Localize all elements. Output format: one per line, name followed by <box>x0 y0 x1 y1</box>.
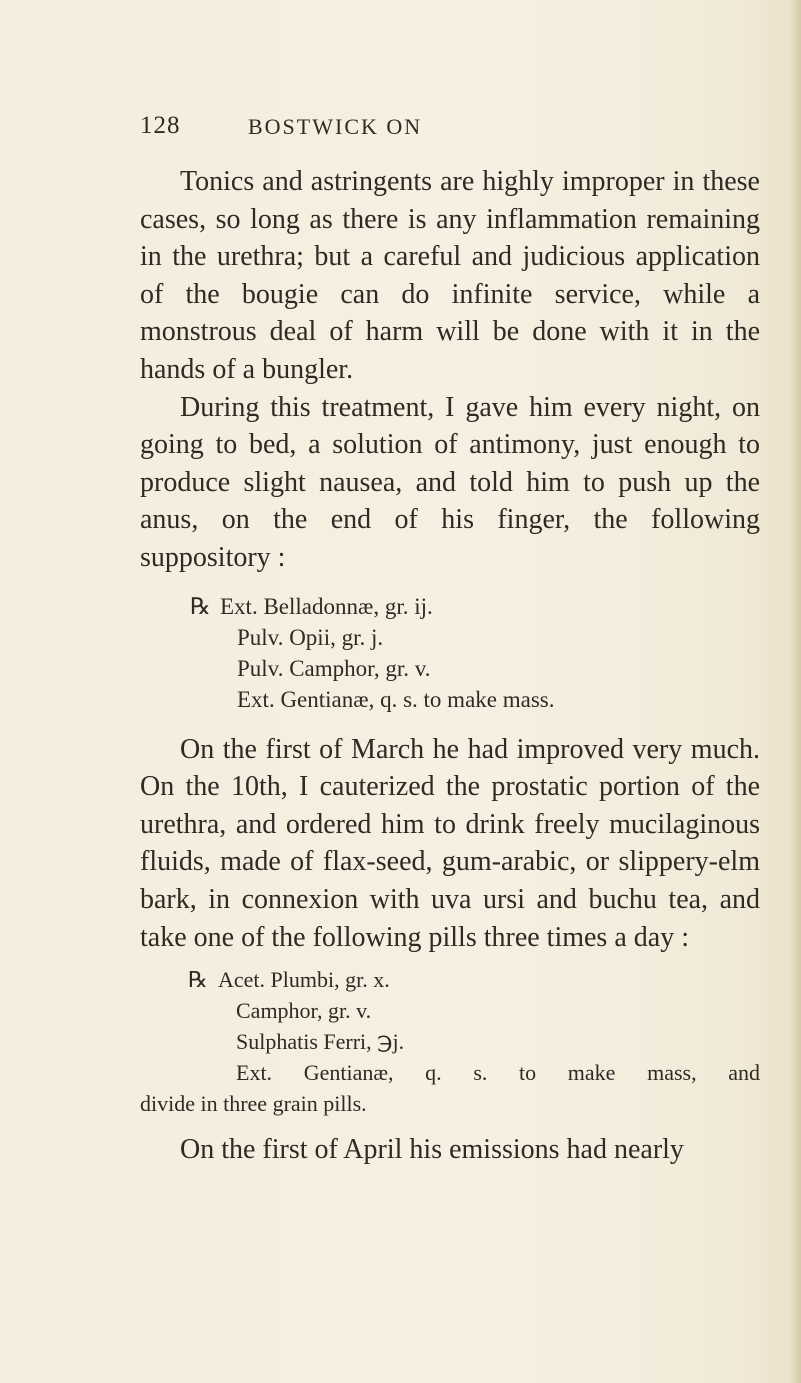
page-header <box>0 112 801 148</box>
recipe-continuation: divide in three grain pills. <box>140 1091 367 1117</box>
recipe-suppository <box>140 591 760 715</box>
paragraph-1: Tonics and astringents are highly improper in these cases, so long as there is any inflammation remaining in the urethra; but a careful and judicious application of the bougie can do infinite service, while a monstrous deal of harm will be done with it in the hands of a bungler. <box>140 166 760 385</box>
recipe-line: ℞ Ext. Belladonnæ, gr. ij. <box>140 591 760 622</box>
paragraph-4: On the first of April his emissions had nearly <box>180 1134 684 1166</box>
recipe-line: Pulv. Opii, gr. j. <box>237 624 384 650</box>
recipe-line: Pulv. Camphor, gr. v. <box>237 655 431 681</box>
page-edge <box>787 0 801 1383</box>
recipe-line: Ext. Gentianæ, q. s. to make mass, and <box>236 1060 760 1086</box>
recipe-line: ℞ Acet. Plumbi, gr. x. <box>140 964 760 995</box>
paragraph-3: On the first of March he had improved very much. On the 10th, I cauterized the prostatic portion of the urethra, and ordered him to drink freely mucilaginous fluids, made of flax-seed, gum-arabic, or slippery-elm bark, in connexion with uva ursi and buchu tea, and take one of the following pills three times a day : <box>140 733 760 953</box>
page-body <box>140 163 760 1169</box>
recipe-pills <box>140 964 760 1119</box>
running-head: BOSTWICK ON <box>248 114 423 139</box>
page-number: 128 <box>140 112 181 139</box>
paragraph-2: During this treatment, I gave him every night, on going to bed, a solution of antimony, just enough to produce slight nausea, and told him to push up the anus, on the end of his finger, the following suppository : <box>140 391 760 573</box>
recipe-line: Ext. Gentianæ, q. s. to make mass. <box>237 686 555 712</box>
recipe-line: Sulphatis Ferri, ℈j. <box>236 1029 405 1055</box>
recipe-symbol: ℞ <box>188 967 208 993</box>
recipe-symbol: ℞ <box>190 593 211 619</box>
recipe-line: Camphor, gr. v. <box>236 998 372 1024</box>
